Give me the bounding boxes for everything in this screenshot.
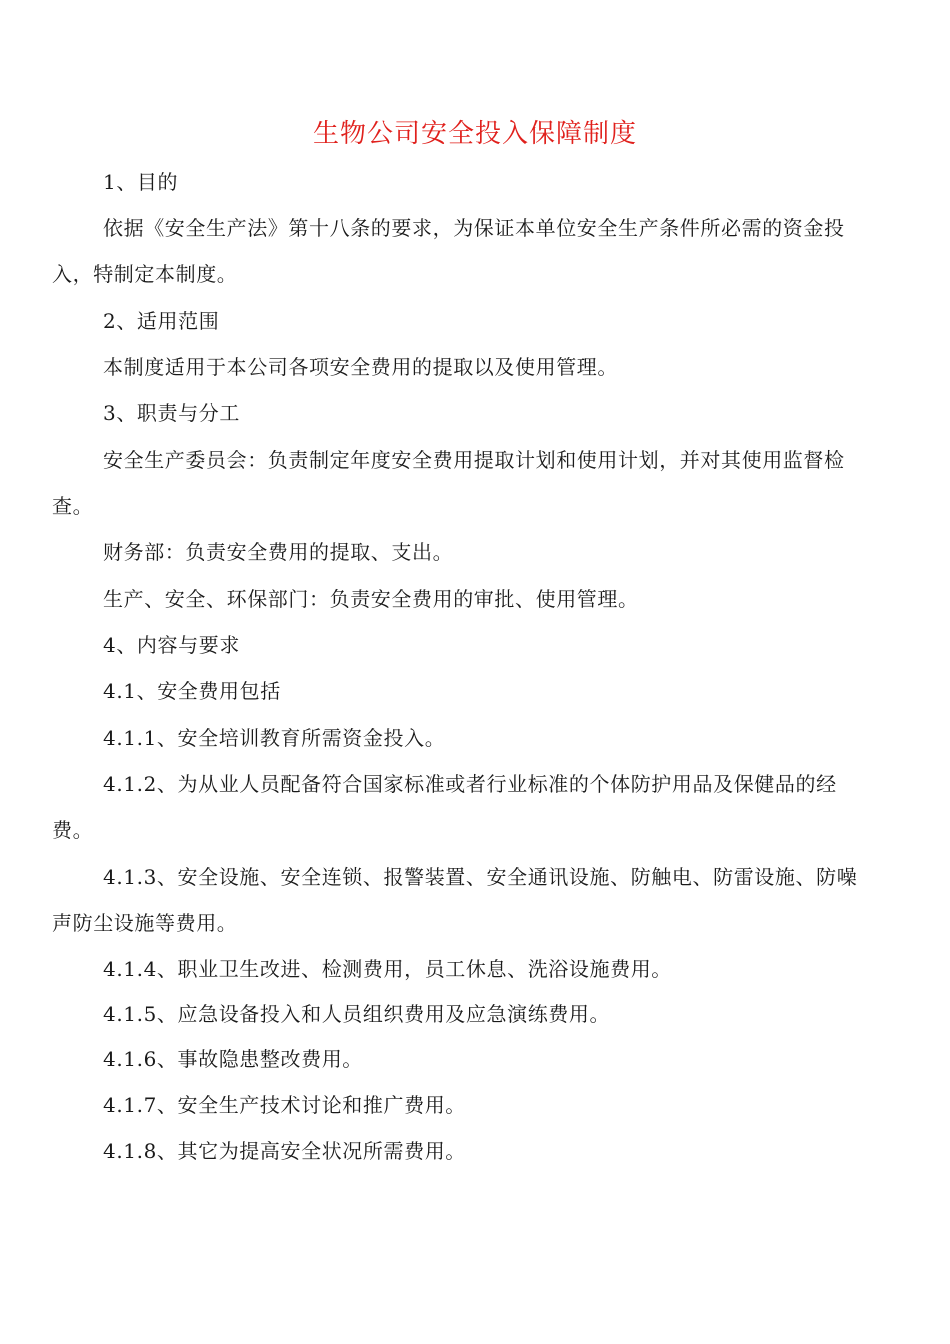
list-item: 4.1.2、为从业人员配备符合国家标准或者行业标准的个体防护用品及保健品的经 xyxy=(103,772,837,796)
paragraph-line: 财务部：负责安全费用的提取、支出。 xyxy=(103,540,454,564)
list-item: 4.1.7、安全生产技术讨论和推广费用。 xyxy=(103,1093,466,1117)
paragraph-line: 查。 xyxy=(52,494,94,518)
subsection-heading: 4.1、安全费用包括 xyxy=(103,679,281,703)
paragraph-line: 入，特制定本制度。 xyxy=(52,262,238,286)
list-item-continuation: 费。 xyxy=(52,818,94,842)
paragraph-line: 生产、安全、环保部门：负责安全费用的审批、使用管理。 xyxy=(103,587,639,611)
paragraph-line: 依据《安全生产法》第十八条的要求，为保证本单位安全生产条件所必需的资金投 xyxy=(103,216,845,240)
paragraph-line: 安全生产委员会：负责制定年度安全费用提取计划和使用计划，并对其使用监督检 xyxy=(103,448,845,472)
list-item: 4.1.3、安全设施、安全连锁、报警装置、安全通讯设施、防触电、防雷设施、防噪 xyxy=(103,865,858,889)
list-item: 4.1.8、其它为提高安全状况所需费用。 xyxy=(103,1139,466,1163)
section-heading: 1、目的 xyxy=(103,170,179,194)
list-item-continuation: 声防尘设施等费用。 xyxy=(52,911,238,935)
section-heading: 2、适用范围 xyxy=(103,309,220,333)
section-heading: 3、职责与分工 xyxy=(103,401,240,425)
list-item: 4.1.4、职业卫生改进、检测费用，员工休息、洗浴设施费用。 xyxy=(103,957,672,981)
document-title: 生物公司安全投入保障制度 xyxy=(312,119,637,149)
section-heading: 4、内容与要求 xyxy=(103,633,240,657)
list-item: 4.1.1、安全培训教育所需资金投入。 xyxy=(103,726,446,750)
list-item: 4.1.5、应急设备投入和人员组织费用及应急演练费用。 xyxy=(103,1002,611,1026)
list-item: 4.1.6、事故隐患整改费用。 xyxy=(103,1047,363,1071)
paragraph-line: 本制度适用于本公司各项安全费用的提取以及使用管理。 xyxy=(103,355,618,379)
